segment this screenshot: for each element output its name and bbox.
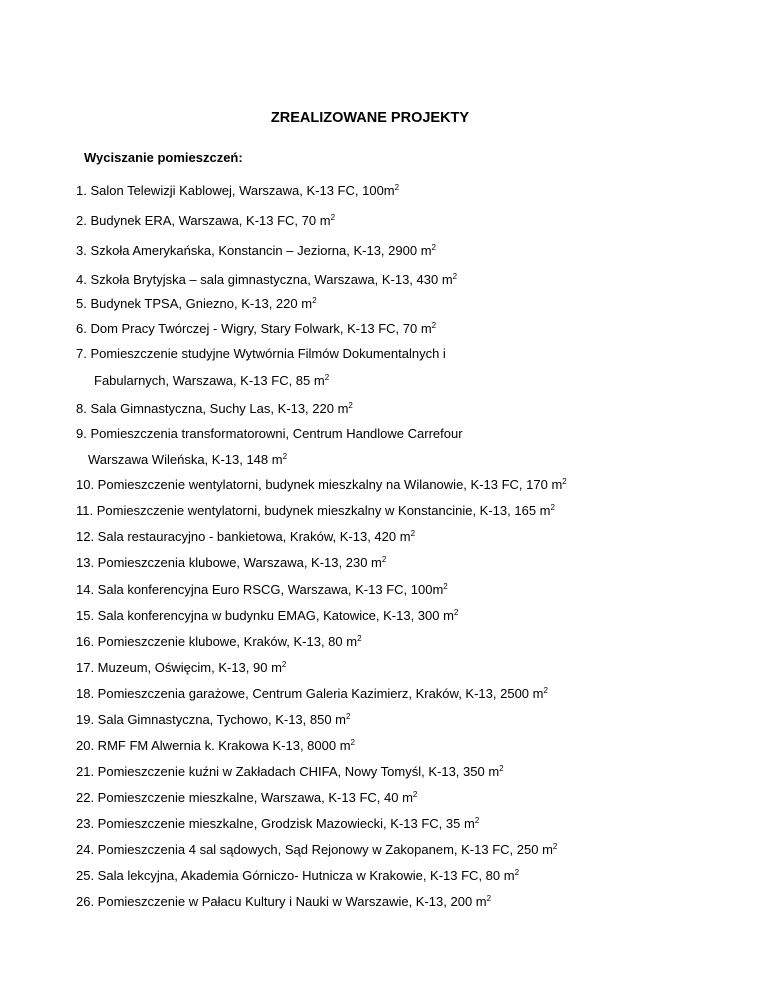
list-item-line: 26. Pomieszczenie w Pałacu Kultury i Nauki w Warszawie, K-13, 200 $m^2$ [76, 894, 492, 909]
list-item-line: 16. Pomieszczenie klubowe, Kraków, K-13, 80 $m^2$ [76, 634, 362, 649]
list-item-line: 23. Pomieszczenie mieszkalne, Grodzisk Mazowiecki, K-13 FC, 35 $m^2$ [76, 816, 480, 831]
list-item-line: 12. Sala restauracyjno - bankietowa, Kraków, K-13, 420 $m^2$ [76, 529, 416, 544]
list-item-line: 24. Pomieszczenia 4 sal sądowych, Sąd Rejonowy w Zakopanem, K-13 FC, 250 $m^2$ [76, 842, 558, 857]
list-item-line: 11. Pomieszczenie wentylatorni, budynek mieszkalny w Konstancinie, K-13, 165 $m^2$ [76, 503, 555, 518]
list-item-line: 3. Szkoła Amerykańska, Konstancin – Jeziorna, K-13, 2900 $m^2$ [76, 243, 436, 258]
list-item-continuation: Fabularnych, Warszawa, K-13 FC, 85 $m^2$ [94, 373, 330, 388]
document-title: ZREALIZOWANE PROJEKTY [270, 110, 470, 126]
list-item-line: 21. Pomieszczenie kuźni w Zakładach CHIFA, Nowy Tomyśl, K-13, 350 $m^2$ [76, 764, 504, 779]
list-item-line: 4. Szkoła Brytyjska – sala gimnastyczna, Warszawa, K-13, 430 $m^2$ [76, 272, 458, 287]
list-item-line: 13. Pomieszczenia klubowe, Warszawa, K-13, 230 $m^2$ [76, 555, 387, 570]
list-item-line: 18. Pomieszczenia garażowe, Centrum Galeria Kazimierz, Kraków, K-13, 2500 $m^2$ [76, 686, 548, 701]
list-item-line: 14. Sala konferencyjna Euro RSCG, Warszawa, K-13 FC, $100m^2$ [76, 582, 448, 597]
list-item-line: 25. Sala lekcyjna, Akademia Górniczo- Hutnicza w Krakowie, K-13 FC, 80 $m^2$ [76, 868, 520, 883]
list-item-line: 15. Sala konferencyjna w budynku EMAG, Katowice, K-13, 300 $m^2$ [76, 608, 459, 623]
list-item-line: 9. Pomieszczenia transformatorowni, Centrum Handlowe Carrefour [76, 426, 463, 441]
list-item-line: 19. Sala Gimnastyczna, Tychowo, K-13, 850 $m^2$ [76, 712, 351, 727]
list-item-line: 5. Budynek TPSA, Gniezno, K-13, 220 $m^2$ [76, 296, 317, 311]
list-item-line: 2. Budynek ERA, Warszawa, K-13 FC, 70 $m^2$ [76, 213, 336, 228]
list-item-line: 20. RMF FM Alwernia k. Krakowa K-13, 8000 $m^2$ [76, 738, 355, 753]
list-item-line: 8. Sala Gimnastyczna, Suchy Las, K-13, 220 $m^2$ [76, 401, 353, 416]
list-item-line: 7. Pomieszczenie studyjne Wytwórnia Filmów Dokumentalnych i [76, 346, 446, 361]
list-item-continuation: Warszawa Wileńska, K-13, 148 $m^2$ [88, 452, 288, 467]
list-item-line: 10. Pomieszczenie wentylatorni, budynek mieszkalny na Wilanowie, K-13 FC, 170 $m^2$ [76, 477, 567, 492]
section-heading: Wyciszanie pomieszczeń: [84, 150, 243, 165]
list-item-line: 1. Salon Telewizji Kablowej, Warszawa, K-13 FC, $100m^2$ [76, 183, 400, 198]
list-item-line: 22. Pomieszczenie mieszkalne, Warszawa, K-13 FC, 40 $m^2$ [76, 790, 418, 805]
list-item-line: 17. Muzeum, Oświęcim, K-13, 90 $m^2$ [76, 660, 287, 675]
list-item-line: 6. Dom Pracy Twórczej - Wigry, Stary Folwark, K-13 FC, 70 $m^2$ [76, 321, 437, 336]
